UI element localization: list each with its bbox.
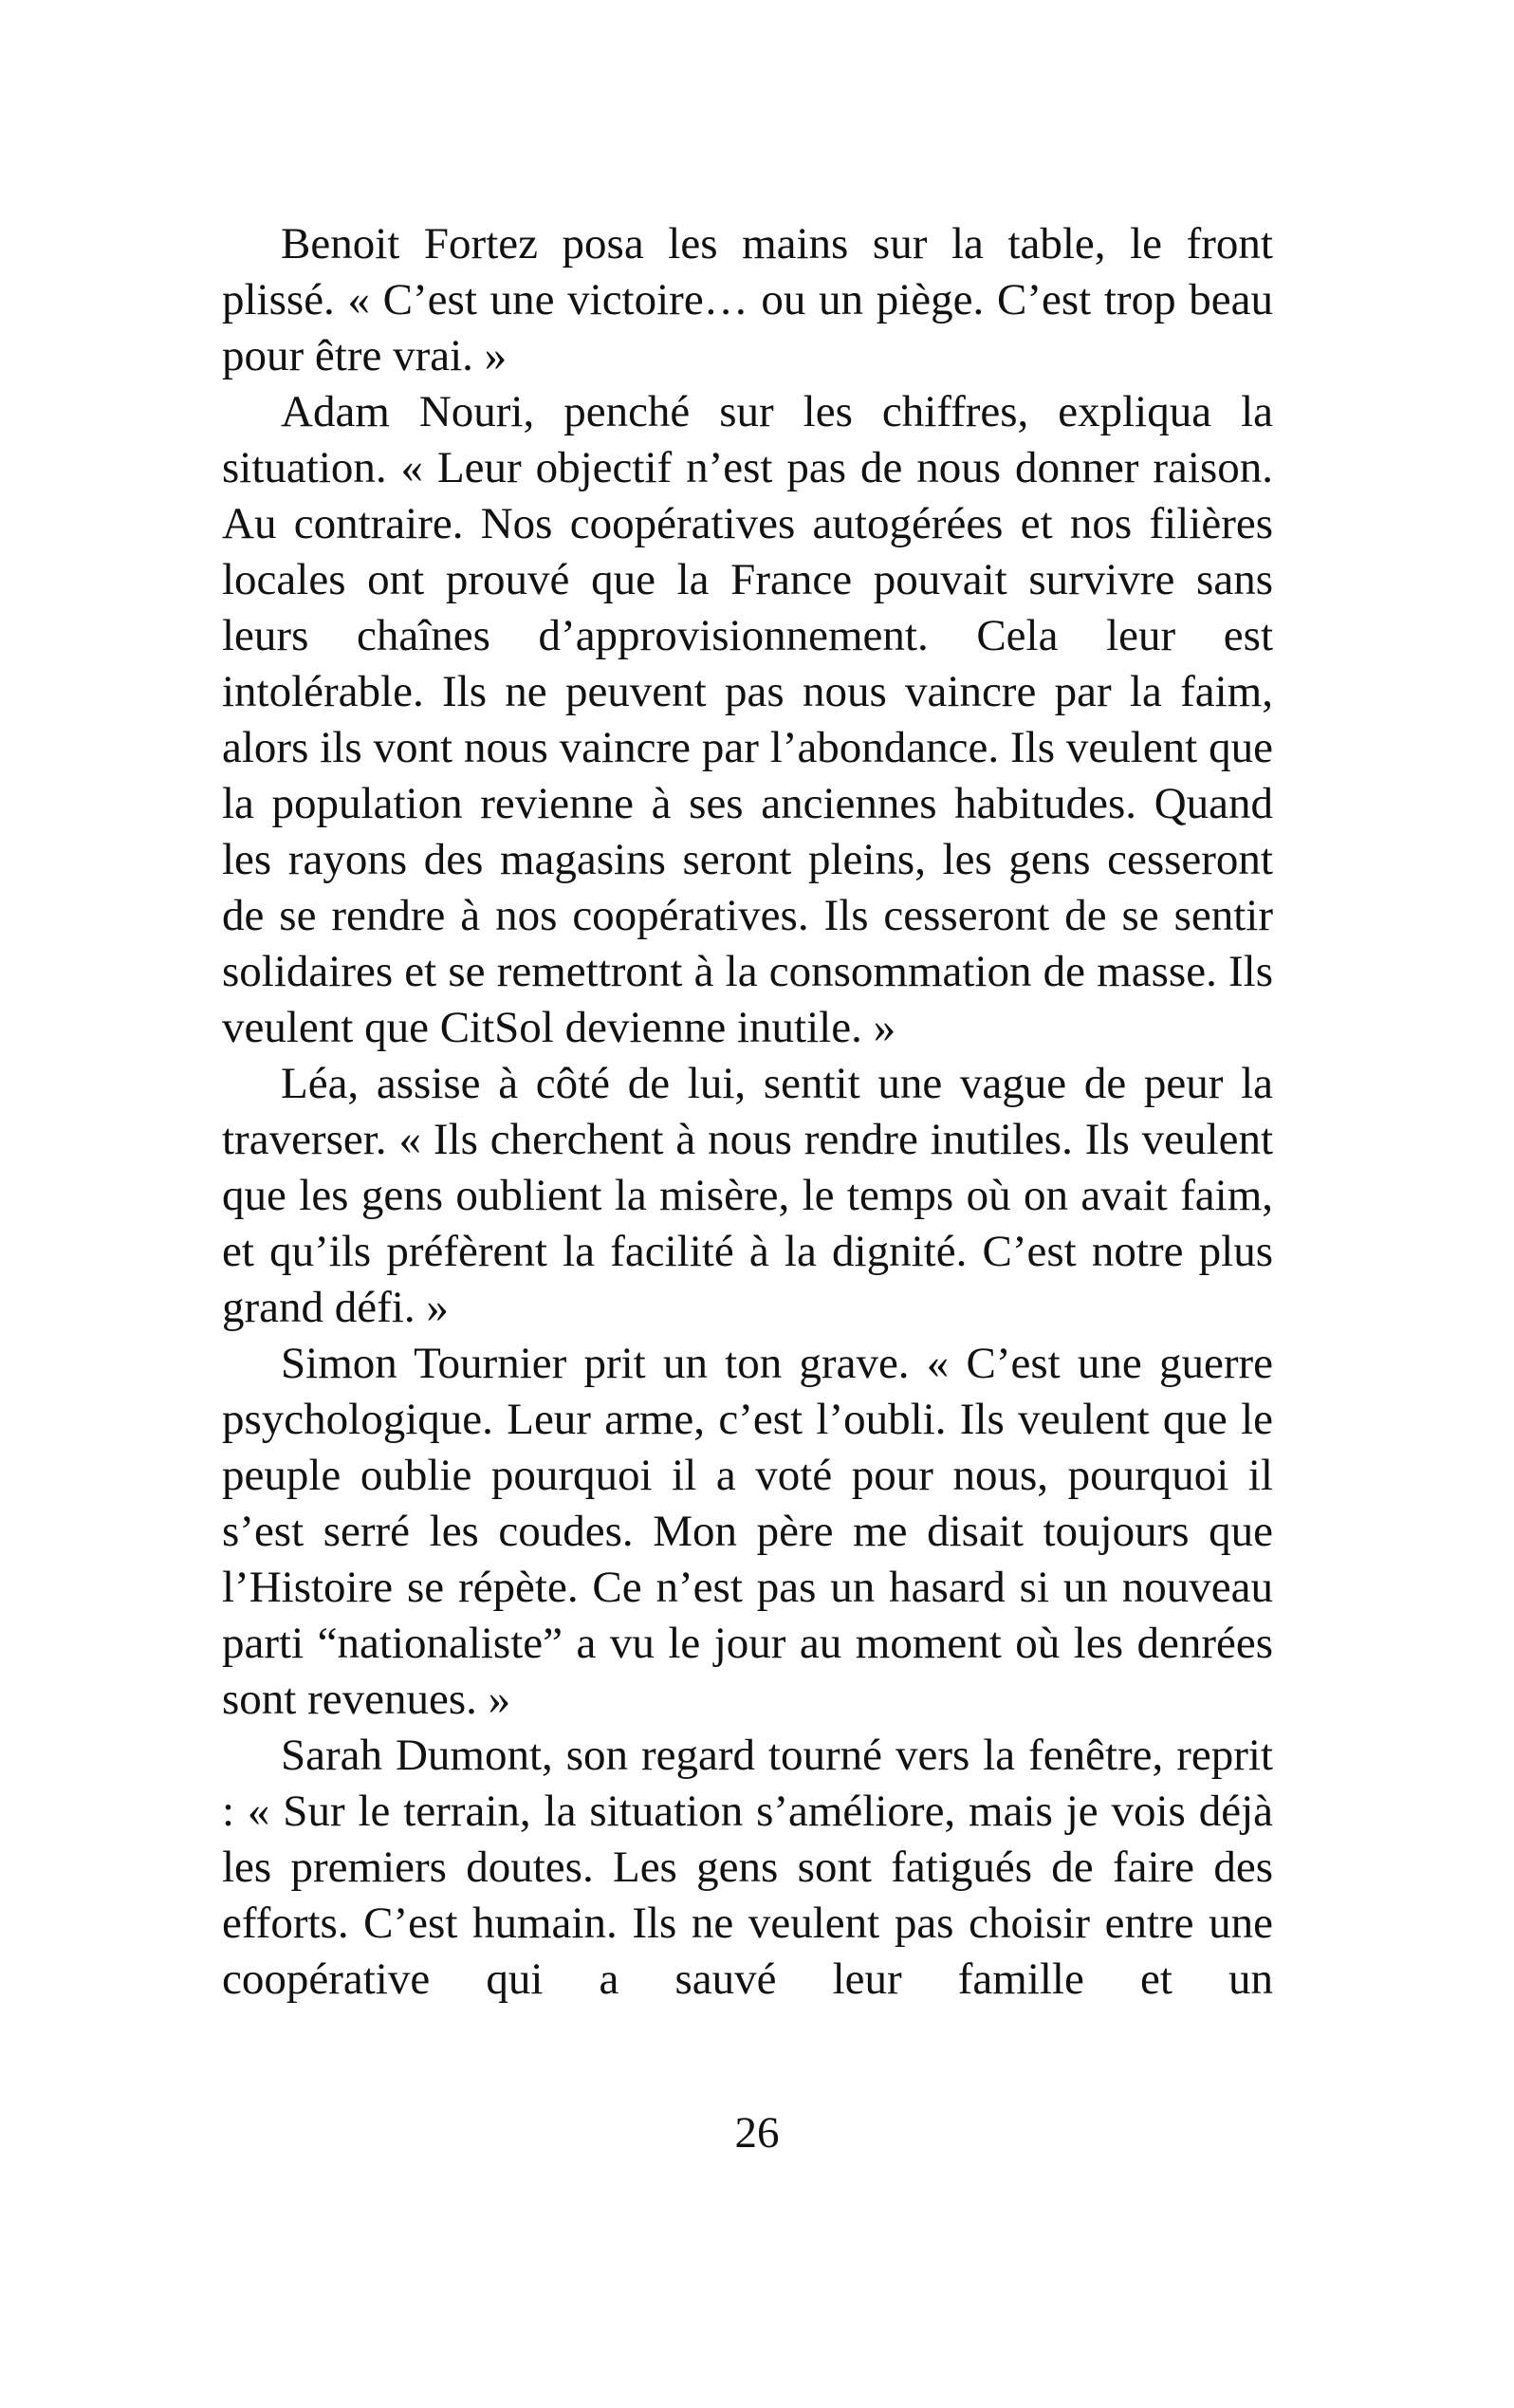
page-number: 26 xyxy=(734,2108,780,2158)
paragraph-fortez: Benoit Fortez posa les mains sur la table, le front plissé. « C’est une victoire… ou un piège. C’est trop beau pour être vrai. » xyxy=(222,219,1273,380)
paragraph-nouri: Adam Nouri, penché sur les chiffres, expliqua la situation. « Leur objectif n’est pas de nous donner raison. Au contraire. Nos coopératives autogérées et nos filières locales ont prouvé que la France pouvait survivre sans leurs chaînes d’approvisionnement. Cela leur est intolérable. Ils ne peuvent pas nous vaincre par la faim, alors ils vont nous vaincre par l’abondance. Ils veulent que la population revienne à ses anciennes habitudes. Quand les rayons des magasins seront pleins, les gens cesseront de se rendre à nos coopératives. Ils cesseront de se sentir solidaires et se remettront à la consommation de masse. Ils veulent que CitSol devienne inutile. » xyxy=(222,387,1273,1052)
paragraph-tournier: Simon Tournier prit un ton grave. « C’est une guerre psychologique. Leur arme, c’est l’oubli. Ils veulent que le peuple oublie pourquoi il a voté pour nous, pourquoi il s’est serré les coudes. Mon père me disait toujours que l’Histoire se répète. Ce n’est pas un hasard si un nouveau parti “nationaliste” a vu le jour au moment où les denrées sont revenues. » xyxy=(222,1339,1273,1724)
paragraph-dumont: Sarah Dumont, son regard tourné vers la fenêtre, reprit : « Sur le terrain, la situation s’améliore, mais je vois déjà les premiers doutes. Les gens sont fatigués de faire des efforts. C’est humain. Ils ne veulent pas choisir entre une coopérative qui a sauvé leur famille et un xyxy=(222,1731,1273,2004)
paragraph-lea: Léa, assise à côté de lui, sentit une vague de peur la traverser. « Ils cherchent à nous rendre inutiles. Ils veulent que les gens oublient la misère, le temps où on avait faim, et qu’ils préfèrent la facilité à la dignité. C’est notre plus grand défi. » xyxy=(222,1059,1273,1332)
body-text xyxy=(222,216,1273,2008)
